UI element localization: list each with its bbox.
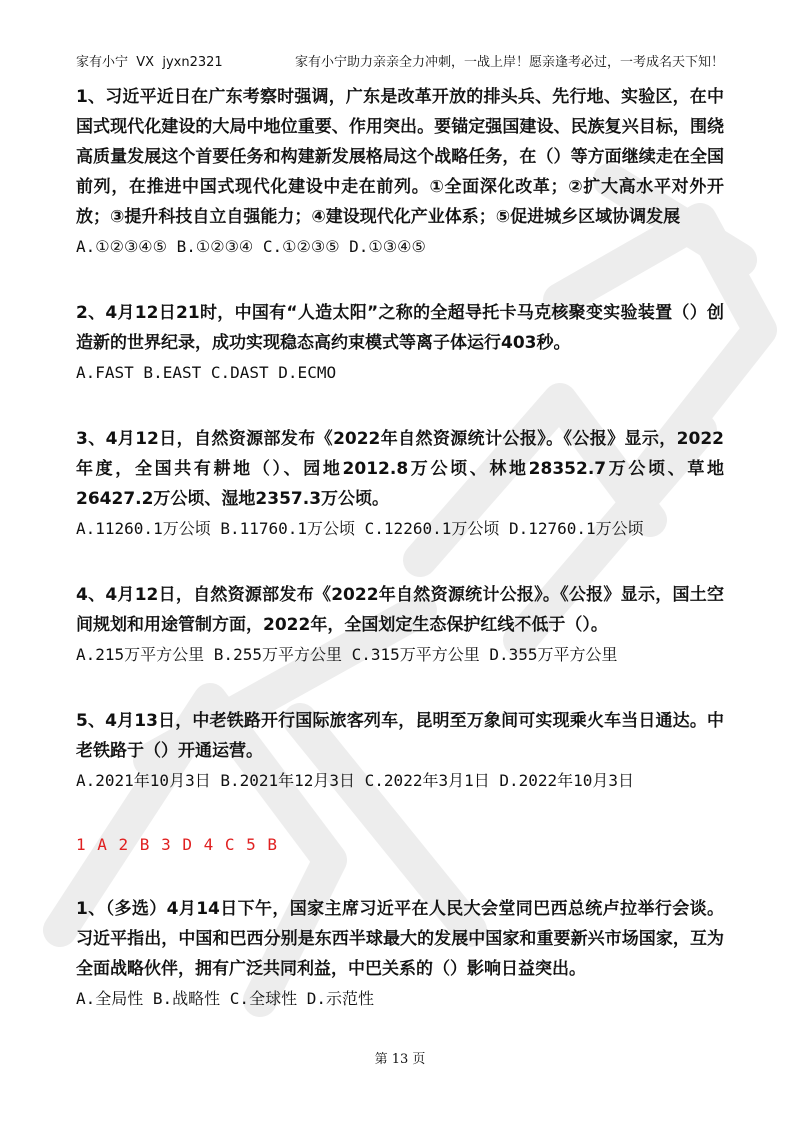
question-1 <box>76 82 724 262</box>
question-options: A.215万平方公里 B.255万平方公里 C.315万平方公里 D.355万平方公里 <box>76 645 618 664</box>
question-list <box>76 82 724 1014</box>
question-5 <box>76 706 724 796</box>
question-options: A.11260.1万公顷 B.11760.1万公顷 C.12260.1万公顷 D.12760.1万公顷 <box>76 519 644 538</box>
next-question <box>76 894 724 1014</box>
question-4 <box>76 580 724 670</box>
question-options: A.①②③④⑤ B.①②③④ C.①②③⑤ D.①③④⑤ <box>76 237 426 256</box>
question-3 <box>76 424 724 544</box>
header-right: 家有小宁助力亲亲全力冲刺，一战上岸！愿亲逢考必过，一考成名天下知！ <box>294 55 724 70</box>
question-options: A.FAST B.EAST C.DAST D.ECMO <box>76 363 337 382</box>
question-text: 5、4月13日，中老铁路开行国际旅客列车，昆明至万象间可实现乘火车当日通达。中老铁路于（）开通运营。 <box>76 711 724 761</box>
answer-key: 1 A 2 B 3 D 4 C 5 B <box>76 835 279 854</box>
page-number: 第 13 页 <box>374 1052 426 1067</box>
question-text: 1、习近平近日在广东考察时强调，广东是改革开放的排头兵、先行地、实验区，在中国式现代化建设的大局中地位重要、作用突出。要锚定强国建设、民族复兴目标，围绕高质量发展这个首要任务和构建新发展格局这个战略任务，在（）等方面继续走在全国前列，在推进中国式现代化建设中走在前列。①全面深化改革；②扩大高水平对外开放；③提升科技自立自强能力；④建设现代化产业体系；⑤促进城乡区域协调发展 <box>76 87 724 227</box>
question-text: 1、（多选）4月14日下午，国家主席习近平在人民大会堂同巴西总统卢拉举行会谈。习近平指出，中国和巴西分别是东西半球最大的发展中国家和重要新兴市场国家，互为全面战略伙伴，拥有广泛共同利益，中巴关系的（）影响日益突出。 <box>76 899 724 979</box>
question-options: A.2021年10月3日 B.2021年12月3日 C.2022年3月1日 D.2022年10月3日 <box>76 771 635 790</box>
question-text: 4、4月12日，自然资源部发布《2022年自然资源统计公报》。《公报》显示，国土空间规划和用途管制方面，2022年，全国划定生态保护红线不低于（）。 <box>76 585 724 635</box>
question-2 <box>76 298 724 388</box>
header-left: 家有小宁 VX jyxn2321 <box>76 55 223 70</box>
question-text: 3、4月12日，自然资源部发布《2022年自然资源统计公报》。《公报》显示，2022年度，全国共有耕地（）、园地2012.8万公顷、林地28352.7万公顷、草地26427.2万公顷、湿地2357.3万公顷。 <box>76 429 724 509</box>
question-text: 2、4月12日21时，中国有“人造太阳”之称的全超导托卡马克核聚变实验装置（）创造新的世界纪录，成功实现稳态高约束模式等离子体运行403秒。 <box>76 303 724 353</box>
question-options: A.全局性 B.战略性 C.全球性 D.示范性 <box>76 989 374 1008</box>
